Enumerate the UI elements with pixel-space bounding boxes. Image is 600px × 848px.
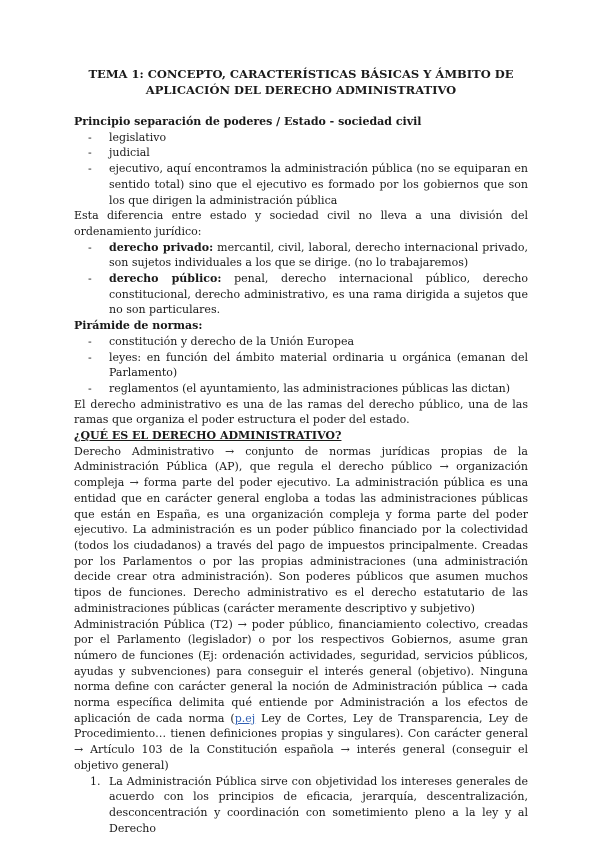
list-item: [74, 240, 528, 271]
numbered-list: [74, 774, 528, 837]
pej-link[interactable]: p.ej: [234, 711, 256, 725]
ap-text-after: Ley de Cortes, Ley de Transparencia, Ley de Procedimiento… tienen definiciones propias y singulares). Con carácter general → Artículo 103 de la Constitución española → interés general (conseguir el objetivo general): [74, 711, 528, 772]
pyramid-list: [74, 334, 528, 397]
list-item: [74, 271, 528, 318]
list-item: - leyes: en función del ámbito material ordinaria u orgánica (emanan del Parlamento): [74, 350, 528, 381]
definition-paragraph: Derecho Administrativo → conjunto de normas jurídicas propias de la Administración Pública (AP), que regula el derecho público → organización compleja → forma parte del poder ejecutivo. La administración pública es una entidad que en carácter general engloba a todas las administraciones públicas que están en España, es una organización compleja y forma parte del poder ejecutivo. La administración es un poder público financiado por la colectividad (todos los ciudadanos) a través del pago de impuestos principalmente. Creadas por los Parlamentos o por las propias administraciones (una administración decide crear otra administración). Son poderes públicos que asumen muchos tipos de funciones. Derecho administrativo es el derecho estatutario de las administraciones públicas (carácter meramente descriptivo y subjetivo): [74, 444, 528, 615]
page-title: TEMA 1: CONCEPTO, CARACTERÍSTICAS BÁSICAS Y ÁMBITO DE APLICACIÓN DEL DERECHO ADMINISTRATIVO: [88, 67, 514, 97]
ap-paragraph: [74, 617, 528, 774]
question-heading: ¿QUÉ ES EL DERECHO ADMINISTRATIVO?: [74, 429, 342, 443]
list-item: - reglamentos (el ayuntamiento, las administraciones públicas las dictan): [74, 381, 528, 397]
section-heading-separation: Principio separación de poderes / Estado - sociedad civil: [74, 115, 422, 128]
term-description: mercantil, civil, laboral, derecho internacional privado, son sujetos individuales a los que se dirige. (no lo trabajaremos): [109, 240, 528, 270]
law-types-list: [74, 240, 528, 319]
ap-text-before: Administración Pública (T2) → poder público, financiamiento colectivo, creadas por el Parlamento (legislador) o por los respectivos Gobiernos, asume gran número de funciones (Ej: ordenación actividades, seguridad, servicios públicos, ayudas y subvenciones) para conseguir el interés general (objetivo). Ninguna norma define con carácter general la noción de Administración pública → cada norma específica delimita qué entiende por Administración a los efectos de aplicación de cada norma (: [74, 617, 528, 725]
list-item: - judicial: [74, 145, 528, 161]
admin-paragraph: El derecho administrativo es una de las ramas del derecho público, una de las ramas que organiza el poder estructura el poder del estado.: [74, 397, 528, 427]
list-item: [74, 774, 528, 837]
list-item: - ejecutivo, aquí encontramos la administración pública (no se equiparan en sentido total) sino que el ejecutivo es formado por los gobiernos que son los que dirigen la administración pública: [74, 161, 528, 208]
document-page: [74, 66, 528, 836]
diff-paragraph: Esta diferencia entre estado y sociedad civil no lleva a una división del ordenamiento jurídico:: [74, 209, 528, 238]
list-item: - legislativo: [74, 130, 528, 146]
powers-list: [74, 130, 528, 209]
section-heading-pyramid: Pirámide de normas:: [74, 319, 203, 333]
term-private-law: derecho privado:: [109, 240, 214, 254]
term-public-law: derecho público:: [109, 272, 222, 286]
list-number: 1.: [90, 774, 101, 788]
list-item-text: La Administración Pública sirve con objetividad los intereses generales de acuerdo con los principios de eficacia, jerarquía, descentralización, desconcentración y coordinación con sometimiento pleno a la ley y al Derecho: [109, 774, 528, 835]
list-item: - constitución y derecho de la Unión Europea: [74, 334, 528, 350]
term-description: penal, derecho internacional público, derecho constitucional, derecho administrativo, es una rama dirigida a sujetos que no son particulares.: [109, 272, 528, 317]
